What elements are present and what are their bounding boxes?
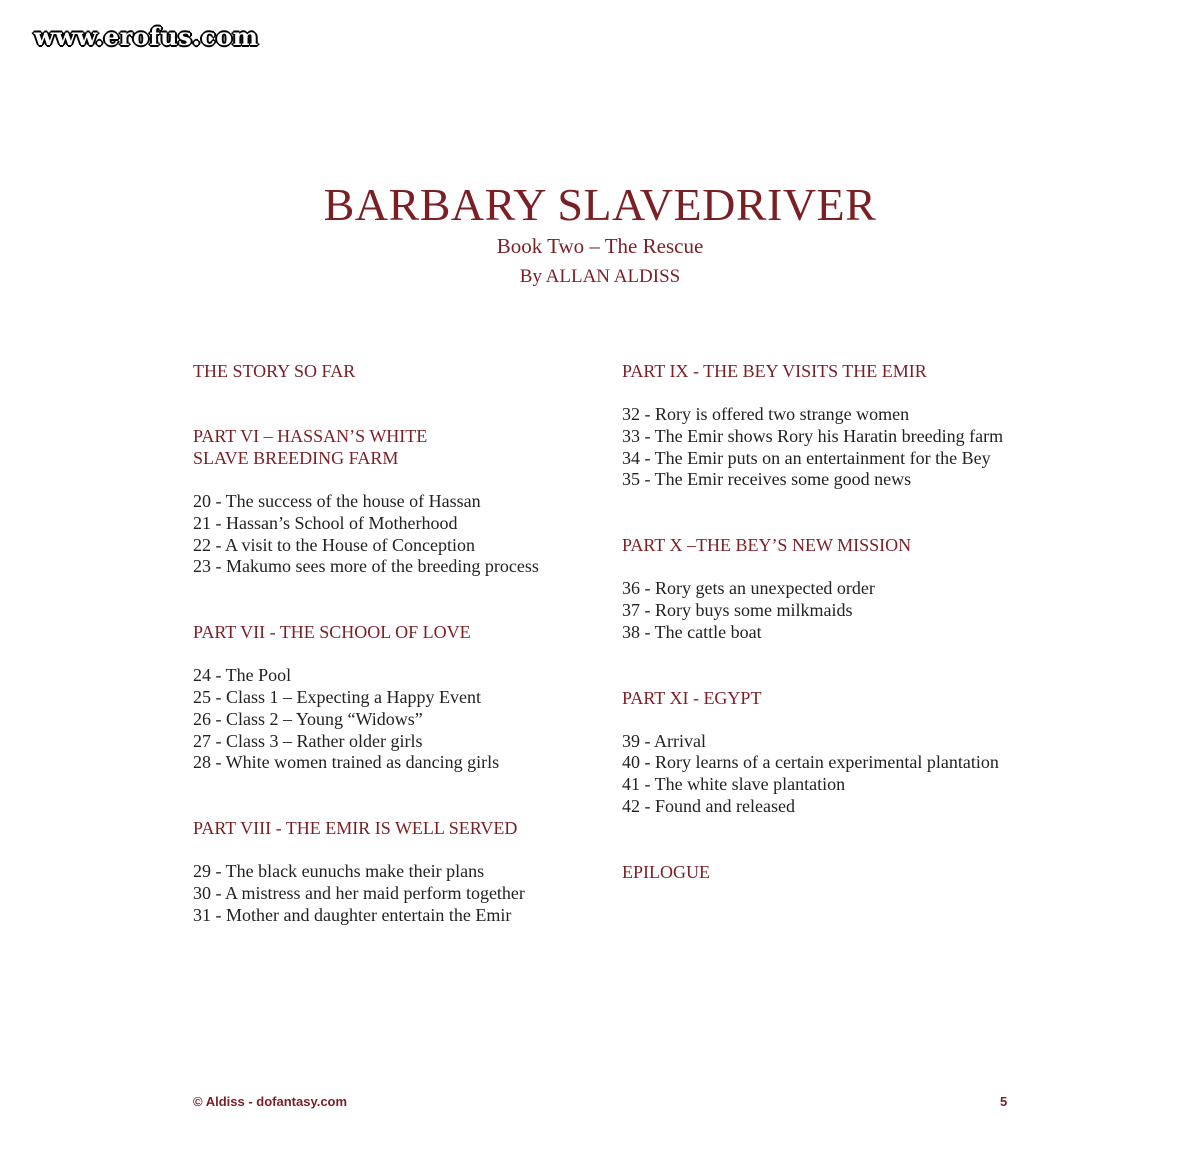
chapter-list [193, 491, 613, 578]
chapter-list [622, 578, 1042, 643]
chapter-list [622, 404, 1042, 491]
chapter-list [193, 665, 613, 774]
chapter-entry: 27 - Class 3 – Rather older girls [193, 730, 423, 751]
chapter-entry: 34 - The Emir puts on an entertainment for the Bey [622, 447, 991, 468]
toc-section [622, 534, 1042, 643]
author-byline: By ALLAN ALDISS [519, 266, 681, 287]
page-number: 5 [1000, 1094, 1008, 1109]
section-heading: THE STORY SO FAR [193, 361, 356, 381]
chapter-entry: 23 - Makumo sees more of the breeding process [193, 556, 539, 577]
chapter-entry: 32 - Rory is offered two strange women [622, 404, 910, 424]
chapter-entry: 24 - The Pool [193, 665, 292, 686]
chapter-entry: 39 - Arrival [622, 730, 706, 751]
toc-left-column [193, 360, 613, 970]
toc-section [622, 687, 1042, 818]
section-heading: PART VII - THE SCHOOL OF LOVE [193, 622, 471, 643]
chapter-entry: 40 - Rory learns of a certain experimental plantation [622, 752, 999, 773]
section-heading: PART X –THE BEY’S NEW MISSION [622, 535, 912, 556]
chapter-list [193, 861, 613, 926]
toc-section [622, 360, 1042, 491]
watermark: www.erofus.com [34, 22, 259, 51]
chapter-entry: 37 - Rory buys some milkmaids [622, 599, 853, 620]
chapter-list [622, 731, 1042, 818]
chapter-entry: 26 - Class 2 – Young “Widows” [193, 708, 423, 729]
chapter-entry: 20 - The success of the house of Hassan [193, 491, 481, 511]
chapter-entry: 38 - The cattle boat [622, 621, 762, 642]
toc-section [193, 621, 613, 774]
footer-copyright: © Aldiss - dofantasy.com [193, 1094, 348, 1109]
chapter-entry: 42 - Found and released [622, 795, 795, 816]
chapter-entry: 31 - Mother and daughter entertain the Emir [193, 904, 512, 925]
chapter-entry: 22 - A visit to the House of Conception [193, 534, 475, 555]
toc-section [193, 360, 613, 382]
chapter-entry: 29 - The black eunuchs make their plans [193, 861, 485, 882]
toc-section [193, 817, 613, 926]
book-title: BARBARY SLAVEDRIVER [323, 179, 877, 230]
section-heading: PART IX - THE BEY VISITS THE EMIR [622, 361, 927, 381]
section-heading: PART XI - EGYPT [622, 687, 762, 708]
book-subtitle: Book Two – The Rescue [496, 234, 704, 258]
toc-right-column [622, 360, 1042, 926]
section-heading: EPILOGUE [622, 861, 710, 882]
chapter-entry: 25 - Class 1 – Expecting a Happy Event [193, 686, 481, 707]
chapter-entry: 21 - Hassan’s School of Motherhood [193, 512, 458, 533]
section-heading: PART VIII - THE EMIR IS WELL SERVED [193, 818, 518, 839]
chapter-entry: 36 - Rory gets an unexpected order [622, 578, 875, 599]
chapter-entry: 41 - The white slave plantation [622, 774, 846, 795]
toc-section [193, 425, 613, 578]
chapter-entry: 33 - The Emir shows Rory his Haratin breeding farm [622, 425, 1004, 446]
section-heading: PART VI – HASSAN’S WHITE SLAVE BREEDING FARM [193, 426, 428, 468]
chapter-entry: 35 - The Emir receives some good news [622, 469, 912, 490]
chapter-entry: 30 - A mistress and her maid perform together [193, 882, 525, 903]
toc-section [622, 861, 1042, 883]
chapter-entry: 28 - White women trained as dancing girls [193, 752, 500, 773]
